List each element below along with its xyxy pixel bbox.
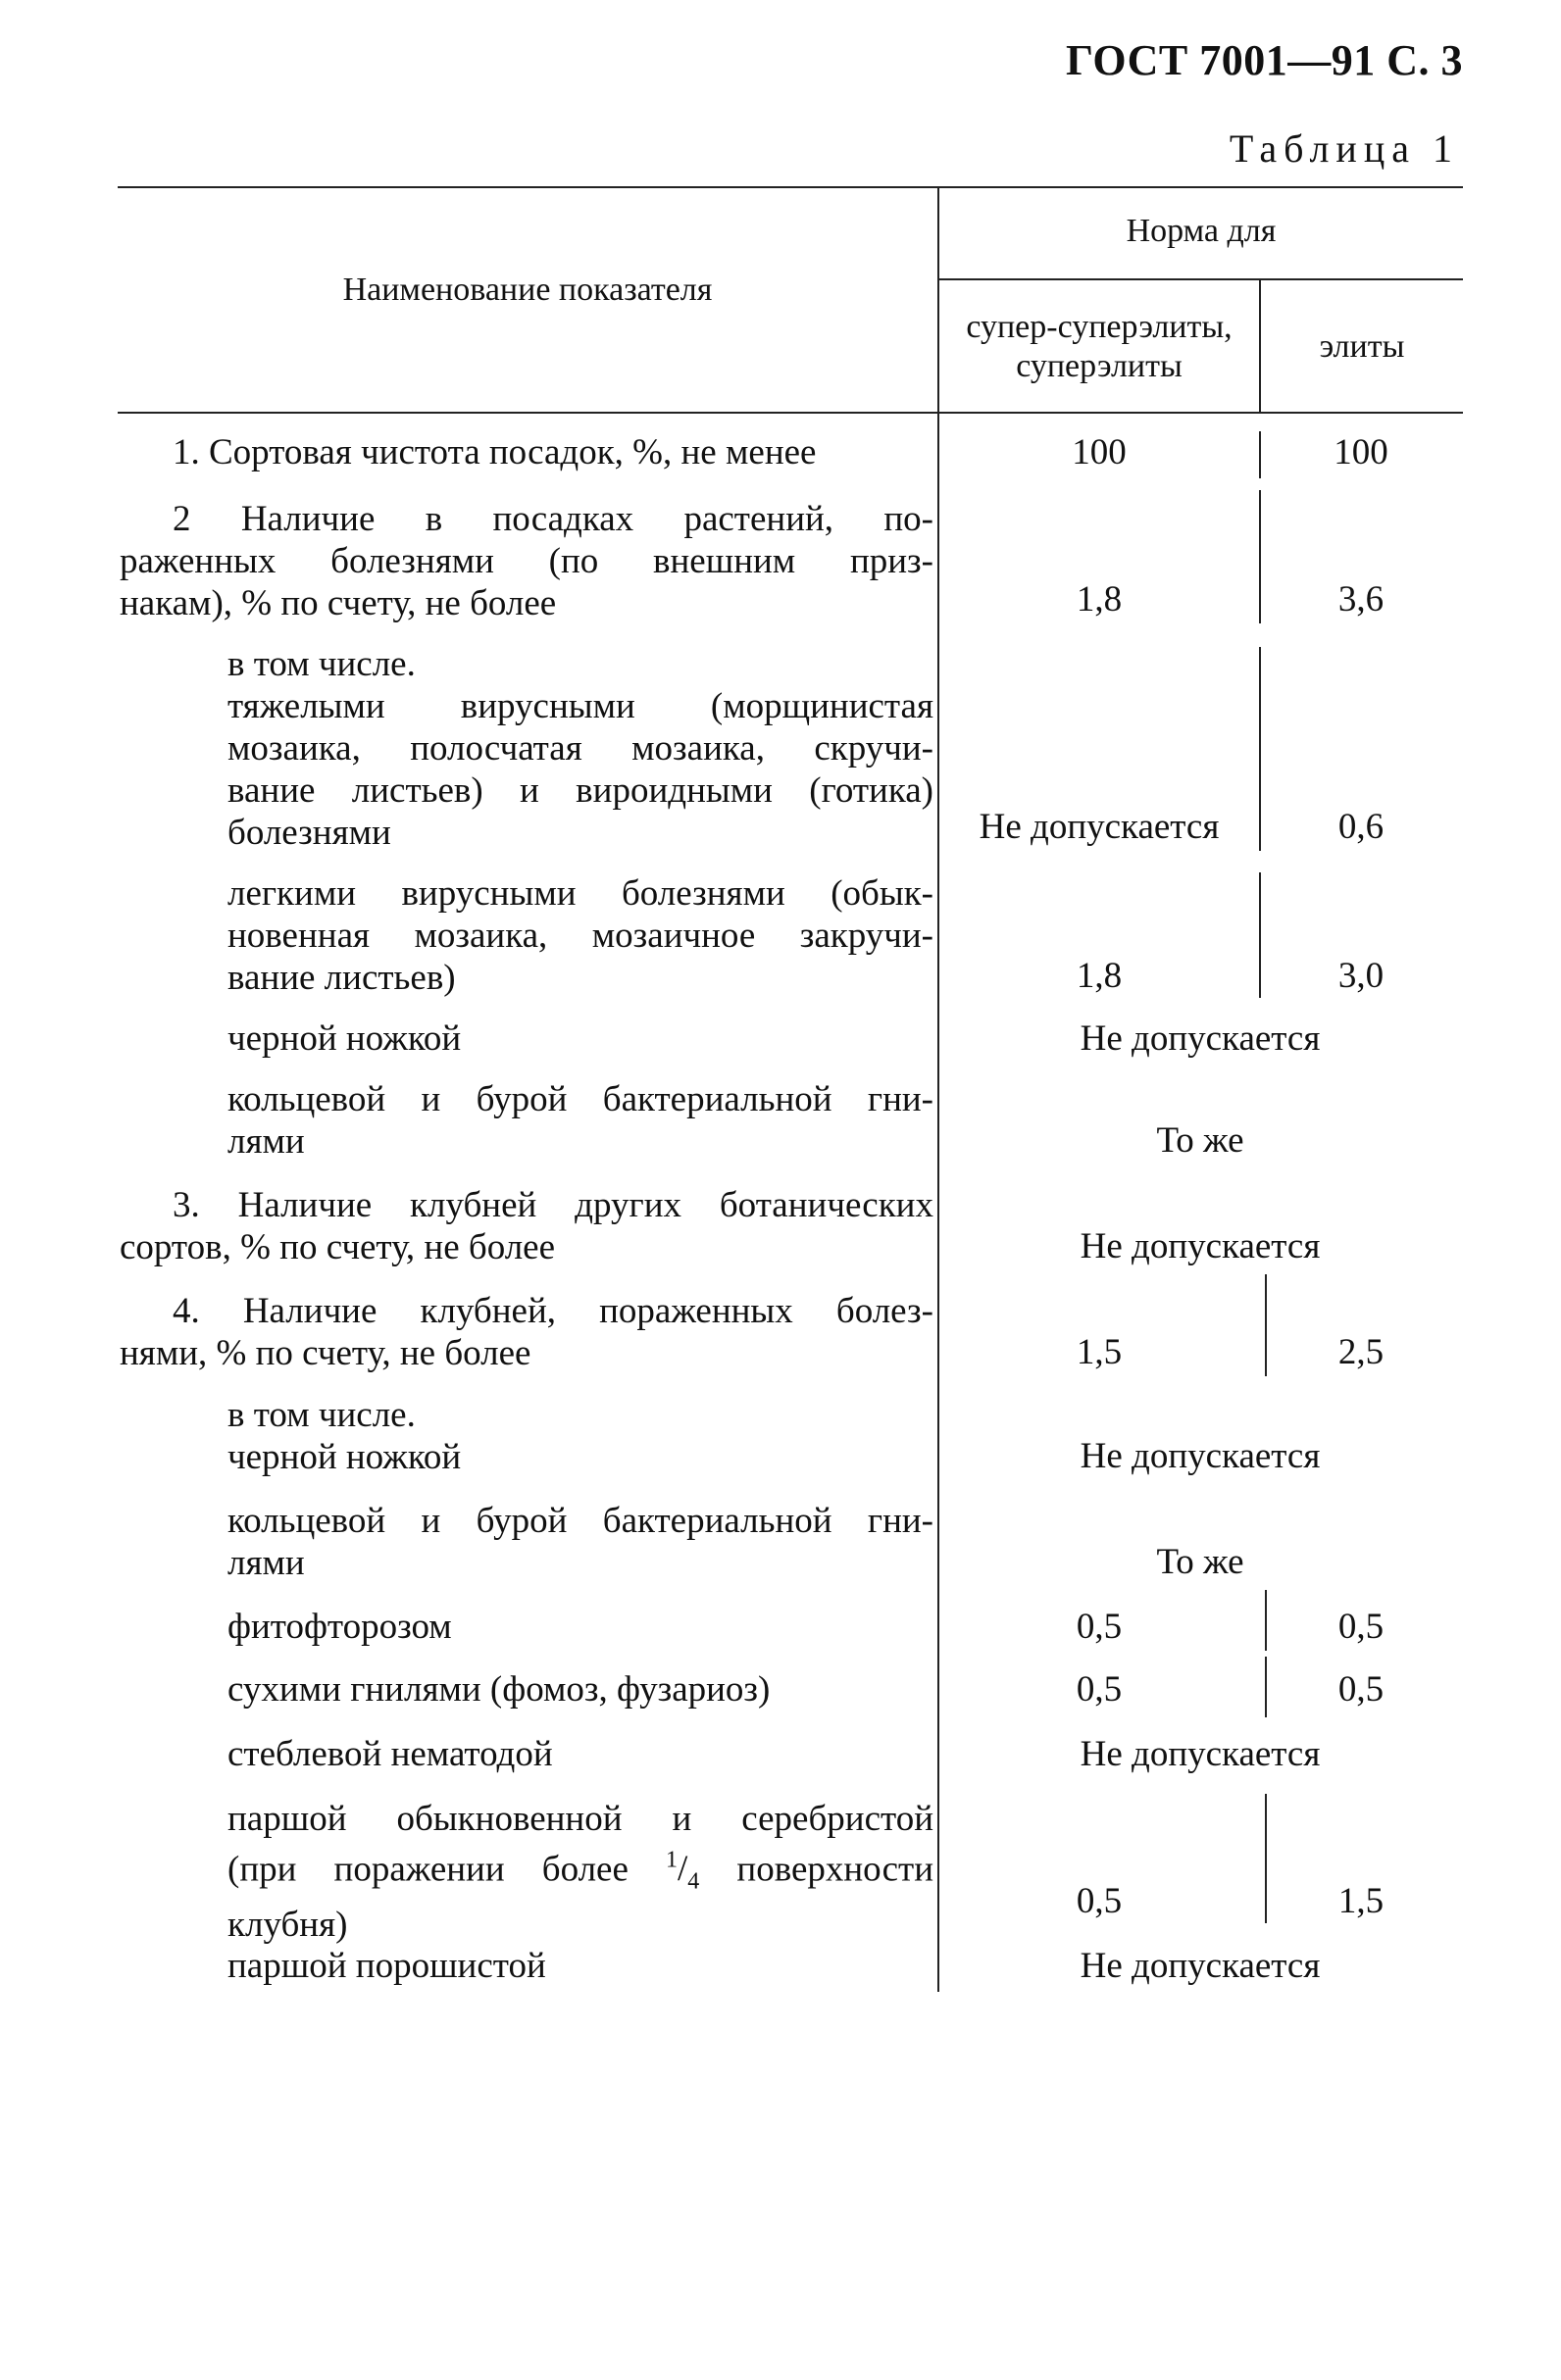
row-6-norm: То же bbox=[1156, 1120, 1244, 1161]
row-9-line-1: в том числе. bbox=[227, 1395, 416, 1435]
row-7-norm: Не допускается bbox=[1080, 1226, 1321, 1266]
row-14-line-2-b: поверхности bbox=[736, 1849, 933, 1890]
row-13-name: стеблевой нематодой bbox=[227, 1734, 553, 1774]
fraction-denominator: 4 bbox=[687, 1868, 700, 1895]
header-super-elite bbox=[939, 308, 1259, 386]
table-title: Таблица 1 bbox=[1229, 126, 1459, 171]
page-header: ГОСТ 7001—91 С. 3 bbox=[1065, 36, 1463, 84]
row-8-elite: 2,5 bbox=[1337, 1332, 1385, 1372]
row-7-line-2: сортов, % по счету, не более bbox=[120, 1227, 556, 1267]
row-3-divider bbox=[1259, 647, 1261, 851]
row-11-divider bbox=[1265, 1590, 1267, 1651]
row-4-super-elite: 1,8 bbox=[1076, 956, 1123, 996]
fraction-one-quarter: $^1/_4$ bbox=[666, 1848, 700, 1895]
row-14-line-2 bbox=[227, 1840, 933, 1904]
row-4-elite: 3,0 bbox=[1337, 956, 1385, 996]
row-12-super-elite: 0,5 bbox=[1076, 1669, 1123, 1710]
row-14-name bbox=[227, 1798, 933, 1946]
header-mid-rule bbox=[939, 278, 1463, 280]
row-4-line-3: вание листьев) bbox=[227, 958, 456, 998]
row-11-super-elite: 0,5 bbox=[1076, 1607, 1123, 1647]
row-10-line-2: лями bbox=[227, 1543, 305, 1583]
row-12-divider bbox=[1265, 1657, 1267, 1717]
row-10-line-1: кольцевой и бурой бактериальной гни- bbox=[227, 1501, 933, 1541]
row-11-name: фитофторозом bbox=[227, 1607, 452, 1647]
row-3-line-5: болезнями bbox=[227, 813, 391, 853]
row-14-line-3: клубня) bbox=[227, 1904, 348, 1945]
row-2-name bbox=[120, 498, 933, 624]
row-14-divider bbox=[1265, 1794, 1267, 1923]
row-4-divider bbox=[1259, 872, 1261, 998]
row-1-elite: 100 bbox=[1334, 432, 1388, 472]
row-3-line-1: в том числе. bbox=[227, 644, 416, 684]
row-2-super-elite: 1,8 bbox=[1076, 579, 1123, 620]
row-4-line-2: новенная мозаика, мозаичное закручи- bbox=[227, 916, 933, 956]
row-9-norm: Не допускается bbox=[1080, 1436, 1321, 1476]
fraction-numerator: 1 bbox=[666, 1848, 679, 1873]
row-15-norm: Не допускается bbox=[1080, 1946, 1321, 1986]
row-11-elite: 0,5 bbox=[1337, 1607, 1385, 1647]
row-5-norm: Не допускается bbox=[1080, 1018, 1321, 1059]
row-3-line-3: мозаика, полосчатая мозаика, скручи- bbox=[227, 728, 933, 769]
header-norm-group: Норма для bbox=[1126, 213, 1277, 249]
row-14-line-1: паршой обыкновенной и серебристой bbox=[227, 1799, 933, 1839]
header-bottom-rule bbox=[118, 412, 1463, 414]
row-8-line-1: 4. Наличие клубней, пораженных болез- bbox=[173, 1291, 933, 1331]
row-3-line-4: вание листьев) и вироидными (готика) bbox=[227, 770, 933, 811]
row-8-divider bbox=[1265, 1274, 1267, 1376]
row-10-norm: То же bbox=[1156, 1542, 1244, 1582]
row-8-name bbox=[120, 1290, 933, 1374]
row-2-line-2: раженных болезнями (по внешним приз- bbox=[120, 541, 933, 581]
row-3-line-2: тяжелыми вирусными (морщинистая bbox=[227, 686, 933, 726]
row-4-line-1: легкими вирусными болезнями (обык- bbox=[227, 873, 933, 914]
row-3-super-elite: Не допускается bbox=[979, 807, 1220, 847]
row-4-name bbox=[227, 872, 933, 999]
row-15-name: паршой порошистой bbox=[227, 1946, 546, 1986]
header-super-elite-line1: супер-суперэлиты, bbox=[966, 309, 1233, 345]
row-14-line-2-a: (при поражении более bbox=[227, 1849, 629, 1890]
row-8-super-elite: 1,5 bbox=[1076, 1332, 1123, 1372]
row-10-name bbox=[227, 1500, 933, 1584]
row-12-name: сухими гнилями (фомоз, фузариоз) bbox=[227, 1669, 771, 1710]
row-9-line-2: черной ножкой bbox=[227, 1437, 462, 1477]
row-3-name bbox=[227, 643, 933, 854]
row-9-name bbox=[227, 1394, 461, 1478]
row-3-elite: 0,6 bbox=[1337, 807, 1385, 847]
row-1-super-elite: 100 bbox=[1072, 432, 1127, 472]
row-2-elite: 3,6 bbox=[1337, 579, 1385, 620]
row-7-name bbox=[120, 1184, 933, 1268]
row-6-line-1: кольцевой и бурой бактериальной гни- bbox=[227, 1079, 933, 1119]
row-7-line-1: 3. Наличие клубней других ботанических bbox=[173, 1185, 933, 1225]
row-14-super-elite: 0,5 bbox=[1076, 1881, 1123, 1921]
row-6-name bbox=[227, 1078, 933, 1163]
header-super-elite-line2: суперэлиты bbox=[1016, 348, 1183, 384]
row-8-line-2: нями, % по счету, не более bbox=[120, 1333, 531, 1373]
row-2-line-1: 2 Наличие в посадках растений, по- bbox=[173, 499, 933, 539]
row-6-line-2: лями bbox=[227, 1121, 305, 1162]
header-elite: элиты bbox=[1319, 328, 1405, 365]
row-1-divider bbox=[1259, 431, 1261, 478]
row-13-norm: Не допускается bbox=[1080, 1734, 1321, 1774]
header-indicator-name: Наименование показателя bbox=[342, 272, 713, 308]
row-2-divider bbox=[1259, 490, 1261, 623]
row-2-line-3: накам), % по счету, не более bbox=[120, 583, 557, 623]
row-5-name: черной ножкой bbox=[227, 1018, 462, 1059]
row-12-elite: 0,5 bbox=[1337, 1669, 1385, 1710]
row-1-name: 1. Сортовая чистота посадок, %, не менее bbox=[173, 432, 817, 472]
table-top-rule bbox=[118, 186, 1463, 188]
row-14-elite: 1,5 bbox=[1337, 1881, 1385, 1921]
